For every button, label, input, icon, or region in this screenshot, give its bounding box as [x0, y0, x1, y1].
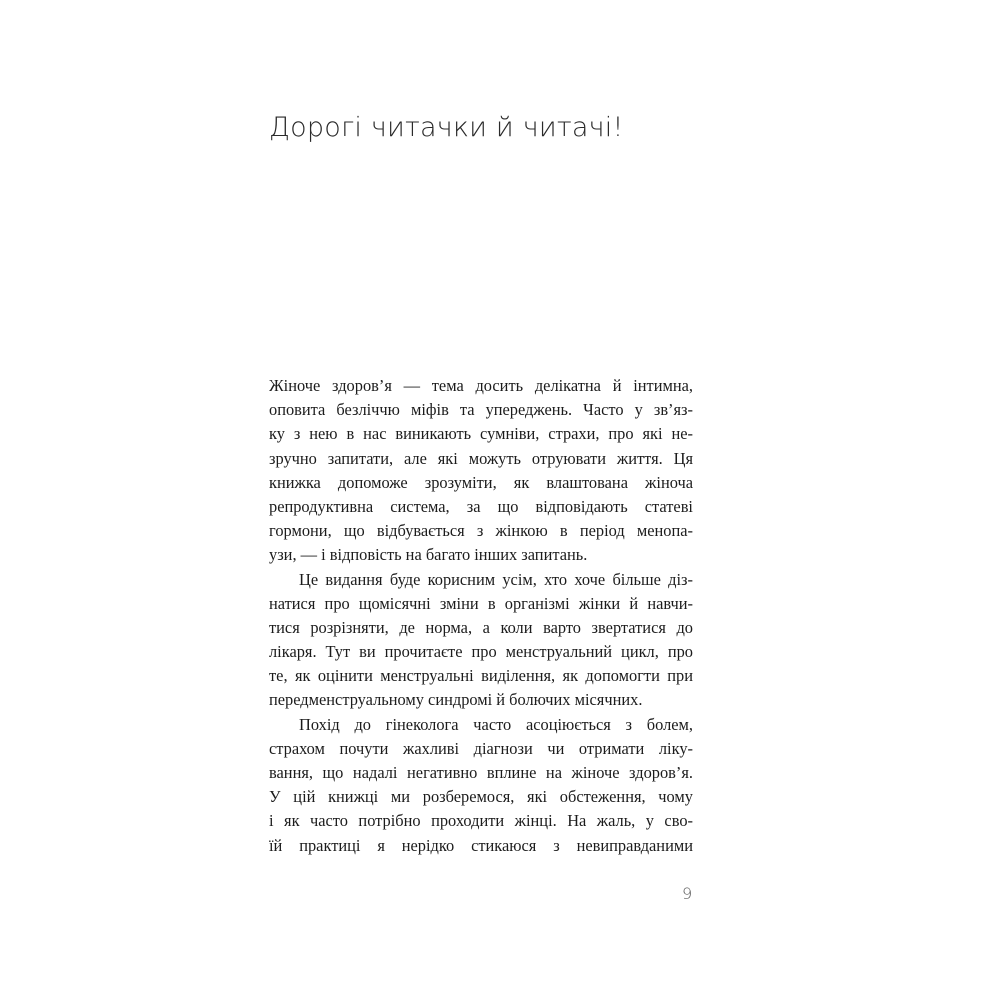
text-line: і як часто потрібно проходити жінці. На жаль, у сво- — [269, 811, 693, 831]
text-line: гормони, що відбувається з жінкою в період менопа- — [269, 521, 693, 541]
text-line: їй практиці я нерідко стикаюся з невиправданими — [269, 835, 693, 855]
text-line: узи, — і відповість на багато інших запитань. — [269, 545, 588, 565]
text-line: ку з нею в нас виникають сумніви, страхи, про які не- — [269, 424, 693, 444]
text-line: те, як оцінити менструальні виділення, як допомогти при — [269, 666, 693, 686]
paragraph-3 — [269, 713, 693, 858]
text-line: страхом почути жахливі діагнози чи отримати ліку- — [269, 738, 693, 758]
page-number: 9 — [682, 884, 693, 903]
paragraph-1 — [269, 374, 693, 568]
text-line: зручно запитати, але які можуть отруювати життя. Ця — [269, 448, 693, 468]
text-line: репродуктивна система, за що відповідають статеві — [269, 496, 693, 516]
text-line: книжка допоможе зрозуміти, як влаштована жіноча — [269, 472, 693, 492]
text-line: Жіноче здоров’я — тема досить делікатна й інтимна, — [269, 376, 693, 395]
text-line: У цій книжці ми розберемося, які обстеження, чому — [269, 787, 693, 807]
text-line: тися розрізняти, де норма, а коли варто звертатися до — [269, 617, 693, 637]
text-line: оповита безліччю міфів та упереджень. Часто у зв’яз- — [269, 400, 693, 420]
text-line: лікаря. Тут ви прочитаєте про менструальний цикл, про — [269, 642, 693, 662]
text-line: натися про щомісячні зміни в організмі жінки й навчи- — [269, 593, 693, 613]
page-heading: Дорогі читачки й читачі! — [269, 112, 624, 143]
text-line: вання, що надалі негативно вплине на жіноче здоров’я. — [269, 763, 693, 782]
text-line: Це видання буде корисним усім, хто хоче більше діз- — [299, 569, 693, 589]
text-line: передменструальному синдромі й болючих місячних. — [269, 690, 643, 710]
body-text — [269, 374, 693, 858]
text-line: Похід до гінеколога часто асоціюється з болем, — [299, 714, 693, 734]
paragraph-2 — [269, 568, 693, 713]
